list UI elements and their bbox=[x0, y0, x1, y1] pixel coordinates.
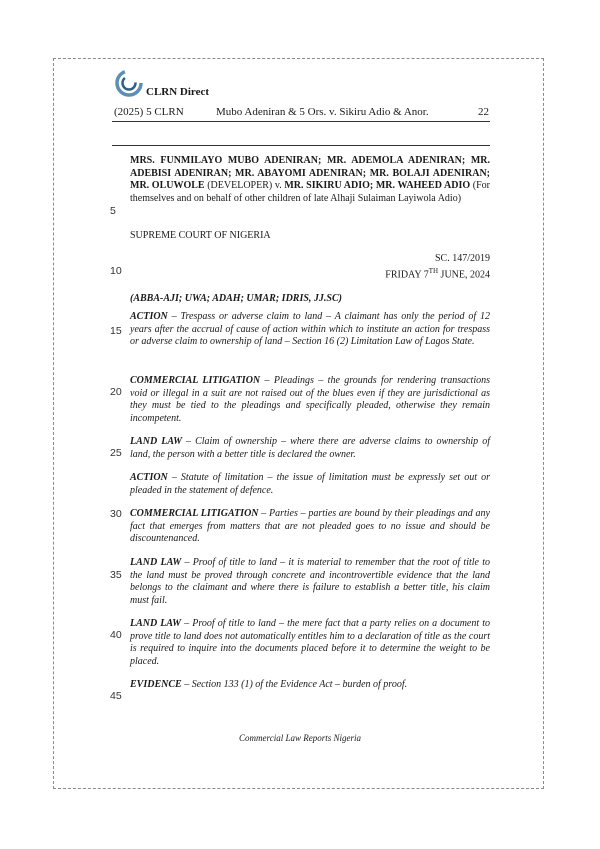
line-number: 5 bbox=[110, 205, 116, 217]
footer: Commercial Law Reports Nigeria bbox=[239, 733, 361, 743]
holding-1: ACTION – Trespass or adverse claim to land – A claimant has only the period of 12 years after the accrual of cause of action within which to institute an action for trespass or adverse claim to ownership of land – Section 16 (2) Limitation Law of Lagos State. bbox=[130, 311, 490, 348]
parties-note: (For themselves and on behalf of other children of late Alhaji Sulaiman Layiwola Adio) bbox=[130, 180, 490, 204]
appellants: MRS. FUNMILAYO MUBO ADENIRAN; MR. ADEMOLA ADENIRAN; MR. ADEBISI ADENIRAN; MR. ABAYOMI ADENIRAN; MR. BOLAJI ADENIRAN; MR. OLUWOLE bbox=[130, 155, 490, 192]
parties bbox=[130, 155, 490, 205]
line-number: 40 bbox=[110, 629, 122, 641]
date-day: FRIDAY 7 bbox=[385, 269, 429, 281]
holding-6: LAND LAW – Proof of title to land – it is material to remember that the root of title to the land must be proved through concrete and incontrovertible evidence that the land belongs to the claimant and where there is failure to establish a better title, his claim must fail. bbox=[130, 557, 490, 606]
section-rule bbox=[112, 145, 490, 146]
holding-8: EVIDENCE – Section 133 (1) of the Evidence Act – burden of proof. bbox=[130, 679, 408, 690]
court-name: SUPREME COURT OF NIGERIA bbox=[130, 230, 271, 241]
clrn-logo-icon bbox=[114, 68, 144, 98]
line-number: 45 bbox=[110, 690, 122, 702]
holding-3: LAND LAW – Claim of ownership – where there are adverse claims to ownership of land, the person with a better title is declared the owner. bbox=[130, 436, 490, 460]
line-number: 30 bbox=[110, 508, 122, 520]
holding-2: COMMERCIAL LITIGATION – Pleadings – the grounds for rendering transactions void or illegal in a suit are not raised out of the blues even if they are jurisdictional as they must be tied to the pleadings and specifically pleaded, otherwise they remain incompetent. bbox=[130, 375, 490, 424]
line-number: 15 bbox=[110, 325, 122, 337]
judgment-date bbox=[130, 265, 490, 282]
bench: (ABBA-AJI; UWA; ADAH; UMAR; IDRIS, JJ.SC) bbox=[130, 293, 342, 304]
line-number: 20 bbox=[110, 386, 122, 398]
date-sup: TH bbox=[428, 267, 439, 275]
line-number: 25 bbox=[110, 447, 122, 459]
page-number: 22 bbox=[478, 106, 489, 118]
developer-note: (DEVELOPER) v. bbox=[204, 180, 285, 192]
suit-number: SC. 147/2019 bbox=[434, 253, 490, 264]
date-rest: JUNE, 2024 bbox=[438, 269, 490, 281]
holding-4: ACTION – Statute of limitation – the issue of limitation must be expressly set out or pleaded in the statement of defence. bbox=[130, 472, 490, 496]
holding-5: COMMERCIAL LITIGATION – Parties – parties are bound by their pleadings and any fact that emerges from matters that are not pleaded goes to no issue and should be discountenanced. bbox=[130, 508, 490, 545]
citation: (2025) 5 CLRN bbox=[114, 106, 184, 118]
line-number: 35 bbox=[110, 569, 122, 581]
line-number: 10 bbox=[110, 265, 122, 277]
case-title: Mubo Adeniran & 5 Ors. v. Sikiru Adio & Anor. bbox=[216, 106, 429, 118]
brand-name: CLRN Direct bbox=[146, 86, 210, 98]
respondents: MR. SIKIRU ADIO; MR. WAHEED ADIO bbox=[284, 180, 471, 192]
header-rule bbox=[112, 121, 490, 122]
holding-7: LAND LAW – Proof of title to land – the mere fact that a party relies on a document to prove title to land does not automatically entitles him to a declaration of title as the court is required to inquire into the documents placed before it to determine the weight to be placed. bbox=[130, 618, 490, 667]
